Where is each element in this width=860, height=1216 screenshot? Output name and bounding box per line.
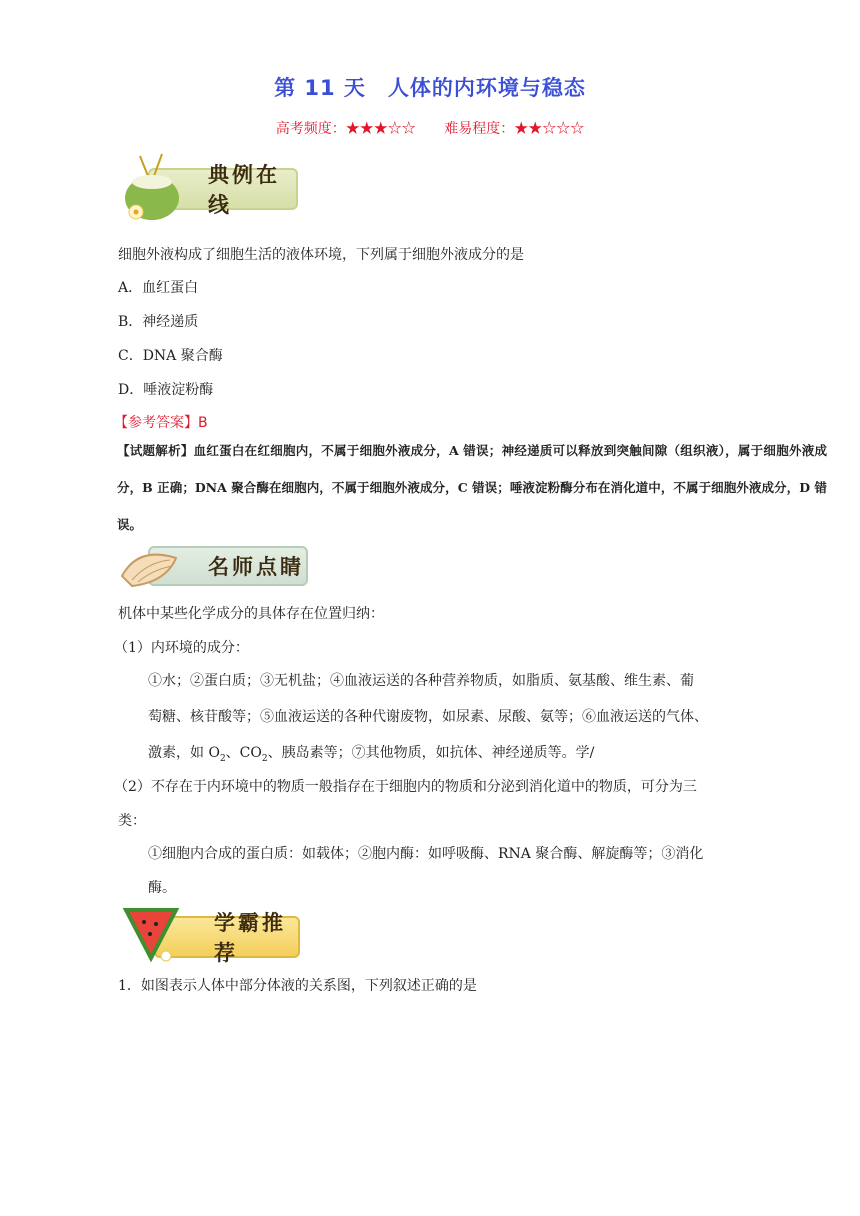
tips-item2-line1: （2）不存在于内环境中的物质一般指存在于细胞内的物质和分泌到消化道中的物质，可分为三: [114, 779, 697, 795]
option-c: C．DNA 聚合酶: [118, 348, 223, 364]
tips-item1-line3: 激素，如 $O_2$、$CO_2$、胰岛素等；⑦其他物质，如抗体、神经递质等。学/: [148, 745, 595, 764]
tips-item2-line4: 酶。: [148, 880, 176, 896]
answer-label: 【参考答案】B: [114, 415, 208, 431]
page-title: 第 11 天 人体的内环境与稳态: [274, 76, 586, 100]
tips-item1-line2: 萄糖、核苷酸等；⑤血液运送的各种代谢废物，如尿素、尿酸、氨等；⑥血液运送的气体、: [148, 709, 708, 725]
tips-intro: 机体中某些化学成分的具体存在位置归纳：: [118, 606, 384, 622]
question-analysis: 【试题解析】血红蛋白在红细胞内，不属于细胞外液成分，A 错误；神经递质可以释放到突触间隙（组织液），属于细胞外液成分，B 正确；DNA 聚合酶在细胞内，不属于细胞外液成分，C 错误；唾液淀粉酶分布在消化道中，不属于细胞外液成分，D 错误。: [117, 443, 827, 532]
example-banner-label: 典例在线: [208, 163, 280, 217]
recommend-banner: [120, 902, 300, 966]
option-d: D．唾液淀粉酶: [118, 382, 214, 398]
difficulty-level: 难易程度：★★☆☆☆: [444, 121, 585, 137]
option-a: A．血红蛋白: [118, 280, 199, 296]
seashell-icon: [118, 542, 184, 592]
question-stem: 细胞外液构成了细胞生活的液体环境，下列属于细胞外液成分的是: [118, 247, 524, 263]
tips-banner-label: 名师点睛: [208, 555, 304, 579]
example-banner: [118, 152, 288, 222]
watermelon-icon: [120, 902, 182, 966]
recommend-banner-label: 学霸推荐: [214, 911, 286, 965]
tips-item2-line2: 类：: [118, 813, 146, 829]
option-b: B．神经递质: [118, 314, 199, 330]
exam-frequency: 高考频度：★★★☆☆: [275, 121, 416, 137]
tips-banner: [118, 540, 308, 590]
recommend-question-1: 1．如图表示人体中部分体液的关系图，下列叙述正确的是: [118, 978, 477, 994]
coconut-icon: [118, 152, 188, 224]
tips-item2-line3: ①细胞内合成的蛋白质：如载体；②胞内酶：如呼吸酶、RNA 聚合酶、解旋酶等；③消化: [148, 846, 704, 862]
tips-item1-title: （1）内环境的成分：: [114, 640, 249, 656]
difficulty-info: [0, 118, 860, 138]
tips-item1-line1: ①水；②蛋白质；③无机盐；④血液运送的各种营养物质，如脂质、氨基酸、维生素、葡: [148, 673, 694, 689]
